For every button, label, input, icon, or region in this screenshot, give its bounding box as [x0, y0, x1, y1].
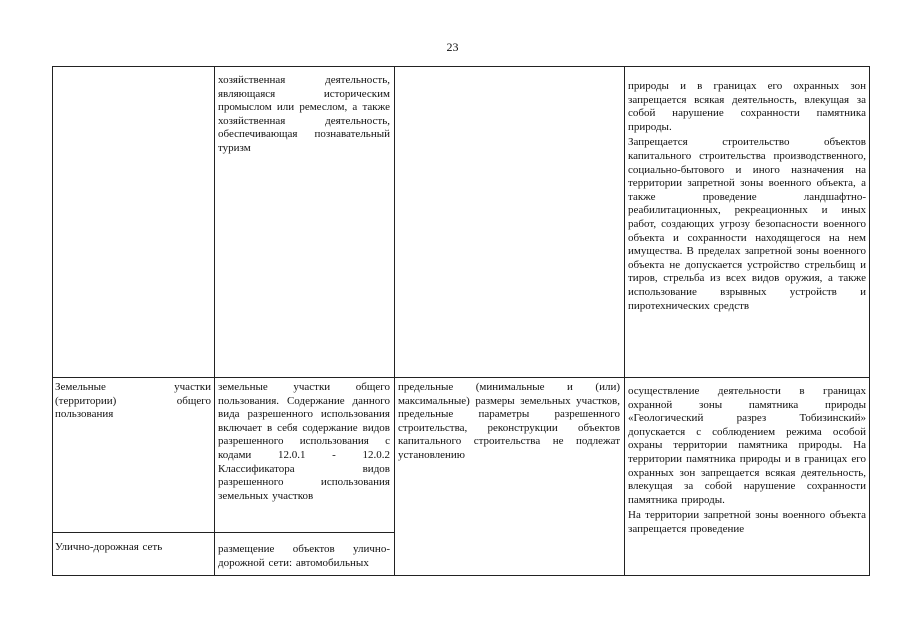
- row2-col4-paragraph-2: На территории запретной зоны военного объекта запрещается проведение: [628, 509, 866, 535]
- row2-col1-zone-name: Земельные участки (территории) общего пользования: [55, 381, 211, 421]
- row2-col4-paragraph-1: осуществление деятельности в границах охранной зоны памятника природы «Геологический разрез Тобизинский» допускается с соблюдением режима особой охраны территории памятника природы. На территории памятника природы и в границах его охранных зон запрещается всякая деятельность, влекущая за собой нарушение сохранности памятника природы.: [628, 385, 866, 506]
- table-border-bottom: [52, 575, 870, 576]
- row1-col4-paragraph-2: Запрещается строительство объектов капитального строительства производственного, социально-бытового и иного назначения на территории запретной зоны военного объекта, а также проведение ландшафтно-реабилитационных, рекреационных и иных работ, создающих угрозу безопасности военного объекта и сохранности находящегося на нем имущества. В пределах запретной зоны военного объекта не допускается устройство стрельбищ и тиров, стрельба из всех видов оружия, а также использование взрывных устройств и пиротехнических средств: [628, 136, 866, 312]
- row2-col2-permitted-use: земельные участки общего пользования. Содержание данного вида разрешенного использования включает в себя содержание видов разрешенного использования с кодами 12.0.1 - 12.0.2 Классификатора видов разрешенного использования земельных участков: [218, 381, 390, 502]
- table-border-left: [52, 66, 53, 576]
- column-divider-2: [394, 66, 395, 576]
- column-divider-3: [624, 66, 625, 576]
- row1-col4-restrictions: [628, 80, 866, 313]
- row1-col4-paragraph-1: природы и в границах его охранных зон запрещается всякая деятельность, влекущая за собой нарушение сохранности памятника природы.: [628, 80, 866, 133]
- row3-col1-zone-name: Улично-дорожная сеть: [55, 541, 163, 553]
- zoning-table: [52, 66, 870, 576]
- row2-col4-restrictions: [628, 385, 866, 537]
- row3-col2-permitted-use: размещение объектов улично-дорожной сети: автомобильных: [218, 543, 390, 569]
- column-divider-1: [214, 66, 215, 576]
- row-divider-1: [52, 377, 870, 378]
- row2-col3-parameters: предельные (минимальные и (или) максимальные) размеры земельных участков, предельные параметры разрешенного строительства, реконструкции объектов капитального строительства не подлежат установлению: [398, 381, 620, 461]
- table-border-right: [869, 66, 870, 576]
- row-divider-2: [52, 532, 394, 533]
- row1-col2-permitted-use: хозяйственная деятельность, являющаяся историческим промыслом или ремеслом, а также хозяйственная деятельность, обеспечивающая познавательный туризм: [218, 74, 390, 154]
- table-border-top: [52, 66, 870, 67]
- page-number: 23: [446, 40, 459, 54]
